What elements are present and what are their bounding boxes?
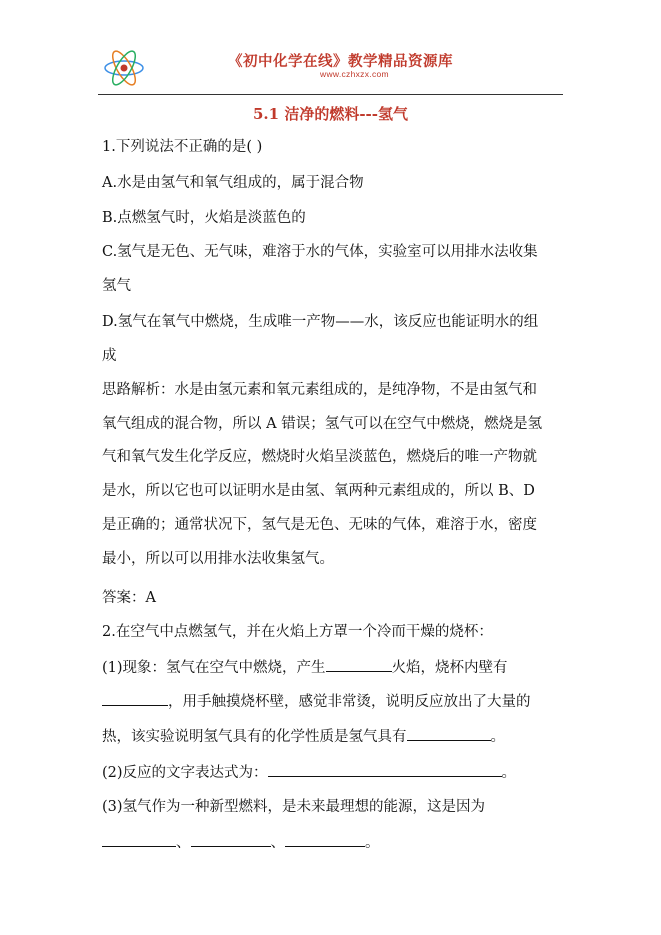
analysis-line: 思路解析：水是由氢元素和氧元素组成的，是纯净物，不是由氢气和: [102, 382, 537, 398]
brand-title: 《初中化学在线》教学精品资源库: [228, 53, 453, 70]
option-b: B.点燃氢气时，火焰是淡蓝色的: [102, 210, 306, 226]
site-url: www.czhxzx.com: [320, 69, 389, 79]
option-c-cont: 氢气: [102, 278, 131, 294]
analysis-line: 最小，所以可以用排水法收集氢气。: [102, 551, 334, 567]
q2-part-1-cont: ，用手触摸烧杯壁，感觉非常烫，说明反应放出了大量的: [102, 691, 531, 712]
page-header: [98, 44, 563, 92]
answer-blank[interactable]: [268, 762, 502, 777]
q2-part-3-blanks: 、 、 。: [102, 832, 380, 853]
answer-blank[interactable]: [407, 726, 491, 741]
page-title: 5.1 洁净的燃料---氢气: [253, 105, 408, 123]
q2-part-1-end: 热，该实验说明氢气具有的化学性质是氢气具有 。: [102, 726, 505, 747]
q2-part-3: (3)氢气作为一种新型燃料，是未来最理想的能源，这是因为: [102, 799, 486, 815]
analysis-line: 是水，所以它也可以证明水是由氢、氧两种元素组成的，所以 B、D: [102, 483, 535, 499]
answer-blank[interactable]: [326, 657, 392, 672]
answer-blank[interactable]: [102, 832, 176, 847]
answer-line: 答案：A: [102, 590, 156, 606]
q2-part-1: (1)现象：氢气在空气中燃烧，产生 火焰，烧杯内壁有: [102, 657, 508, 678]
analysis-line: 氧气组成的混合物，所以 A 错误；氢气可以在空气中燃烧，燃烧是氢: [102, 416, 543, 432]
option-d: D.氢气在氧气中燃烧，生成唯一产物——水，该反应也能证明水的组: [102, 314, 539, 330]
header-divider: [98, 94, 563, 95]
analysis-line: 气和氧气发生化学反应，燃烧时火焰呈淡蓝色，燃烧后的唯一产物就: [102, 449, 537, 465]
analysis-line: 是正确的；通常状况下，氢气是无色、无味的气体，难溶于水，密度: [102, 517, 537, 533]
q2-part-2: (2)反应的文字表达式为： 。: [102, 762, 516, 783]
atom-logo-icon: [102, 46, 146, 90]
question-2-stem: 2.在空气中点燃氢气，并在火焰上方罩一个冷而干燥的烧杯：: [102, 624, 493, 640]
answer-blank[interactable]: [191, 832, 271, 847]
option-d-cont: 成: [102, 348, 117, 364]
answer-blank[interactable]: [285, 832, 365, 847]
answer-blank[interactable]: [102, 691, 168, 706]
option-a: A.水是由氢气和氧气组成的，属于混合物: [102, 175, 364, 191]
question-1-stem: 1.下列说法不正确的是( ): [102, 139, 263, 155]
option-c: C.氢气是无色、无气味，难溶于水的气体，实验室可以用排水法收集: [102, 244, 538, 260]
